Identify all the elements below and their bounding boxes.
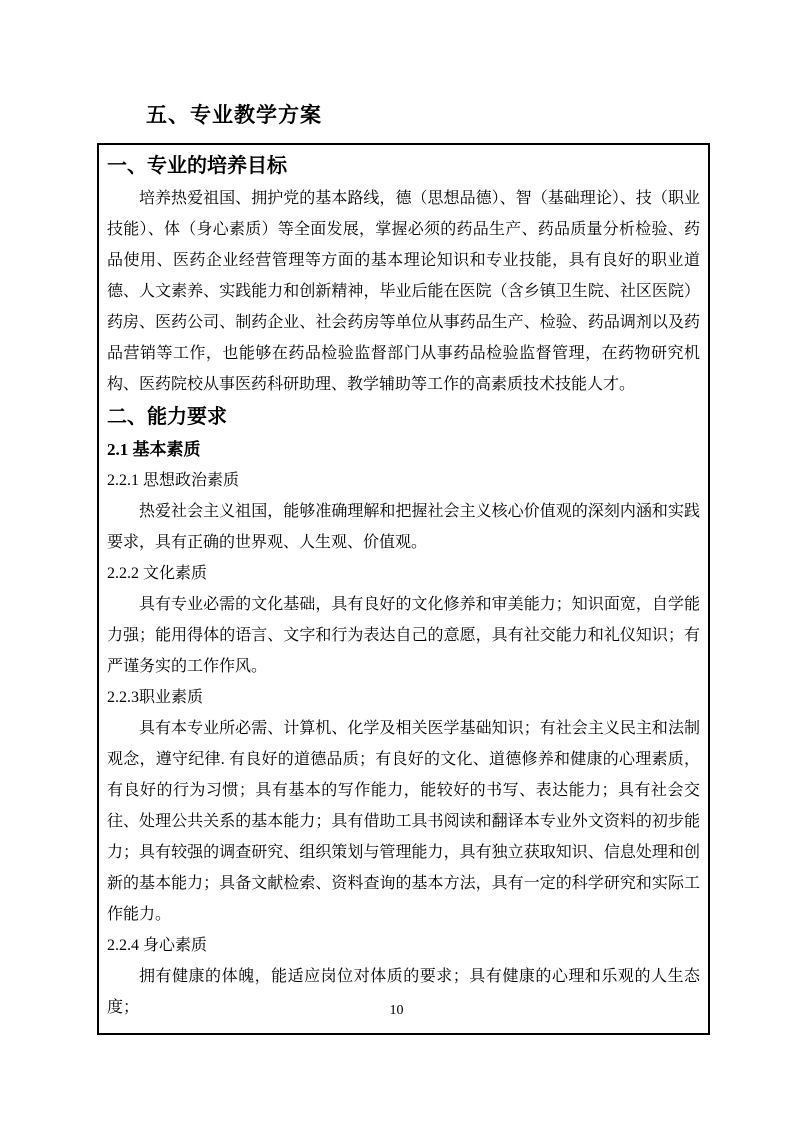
- doc-title: 五、专业教学方案: [146, 103, 322, 127]
- content-border-box: [97, 143, 710, 1035]
- page-number: 10: [389, 1003, 404, 1018]
- cultural-quality-paragraph: 具有专业必需的文化基础，具有良好的文化修养和审美能力；知识面宽，自学能力强；能用得体的语言、文字和行为表达自己的意愿，具有社交能力和礼仪知识；有严谨务实的工作作风。: [107, 596, 700, 675]
- subsection-2-2-2-heading: 2.2.2 文化素质: [107, 565, 208, 582]
- subsection-2-1-heading: 2.1 基本素质: [107, 440, 201, 459]
- subsection-2-2-4-heading: 2.2.4 身心素质: [107, 937, 208, 954]
- subsection-2-2-3-heading: 2.2.3职业素质: [107, 689, 204, 706]
- professional-quality-paragraph: 具有本专业所必需、计算机、化学及相关医学基础知识；有社会主义民主和法制观念，遵守纪律. 有良好的道德品质；有良好的文化、道德修养和健康的心理素质，有良好的行为习惯；具有基本的写作能力，能较好的书写、表达能力；具有社会交往、处理公共关系的基本能力；具有借助工具书阅读和翻译本专业外文资料的初步能力；具有较强的调查研究、组织策划与管理能力，具有独立获取知识、信息处理和创新的基本能力；具备文献检索、资料查询的基本方法，具有一定的科学研究和实际工作能力。: [107, 720, 700, 923]
- ideological-political-quality-paragraph: 热爱社会主义祖国，能够准确理解和把握社会主义核心价值观的深刻内涵和实践要求，具有正确的世界观、人生观、价值观。: [107, 503, 700, 551]
- physical-mental-quality-paragraph: 拥有健康的体魄，能适应岗位对体质的要求；具有健康的心理和乐观的人生态度；: [107, 968, 700, 1016]
- section-2-heading: 二、能力要求: [107, 406, 227, 428]
- training-objective-paragraph: 培养热爱祖国、拥护党的基本路线，德（思想品德）、智（基础理论）、技（职业技能）、体（身心素质）等全面发展，掌握必须的药品生产、药品质量分析检验、药品使用、医药企业经营管理等方面的基本理论知识和专业技能，具有良好的职业道德、人文素养、实践能力和创新精神，毕业后能在医院（含乡镇卫生院、社区医院）药房、医药公司、制药企业、社会药房等单位从事药品生产、检验、药品调剂以及药品营销等工作，也能够在药品检验监督部门从事药品检验监督管理，在药物研究机构、医药院校从事医药科研助理、教学辅助等工作的高素质技术技能人才。: [107, 190, 700, 393]
- subsection-2-2-1-heading: 2.2.1 思想政治素质: [107, 472, 240, 489]
- section-1-heading: 一、专业的培养目标: [107, 155, 287, 177]
